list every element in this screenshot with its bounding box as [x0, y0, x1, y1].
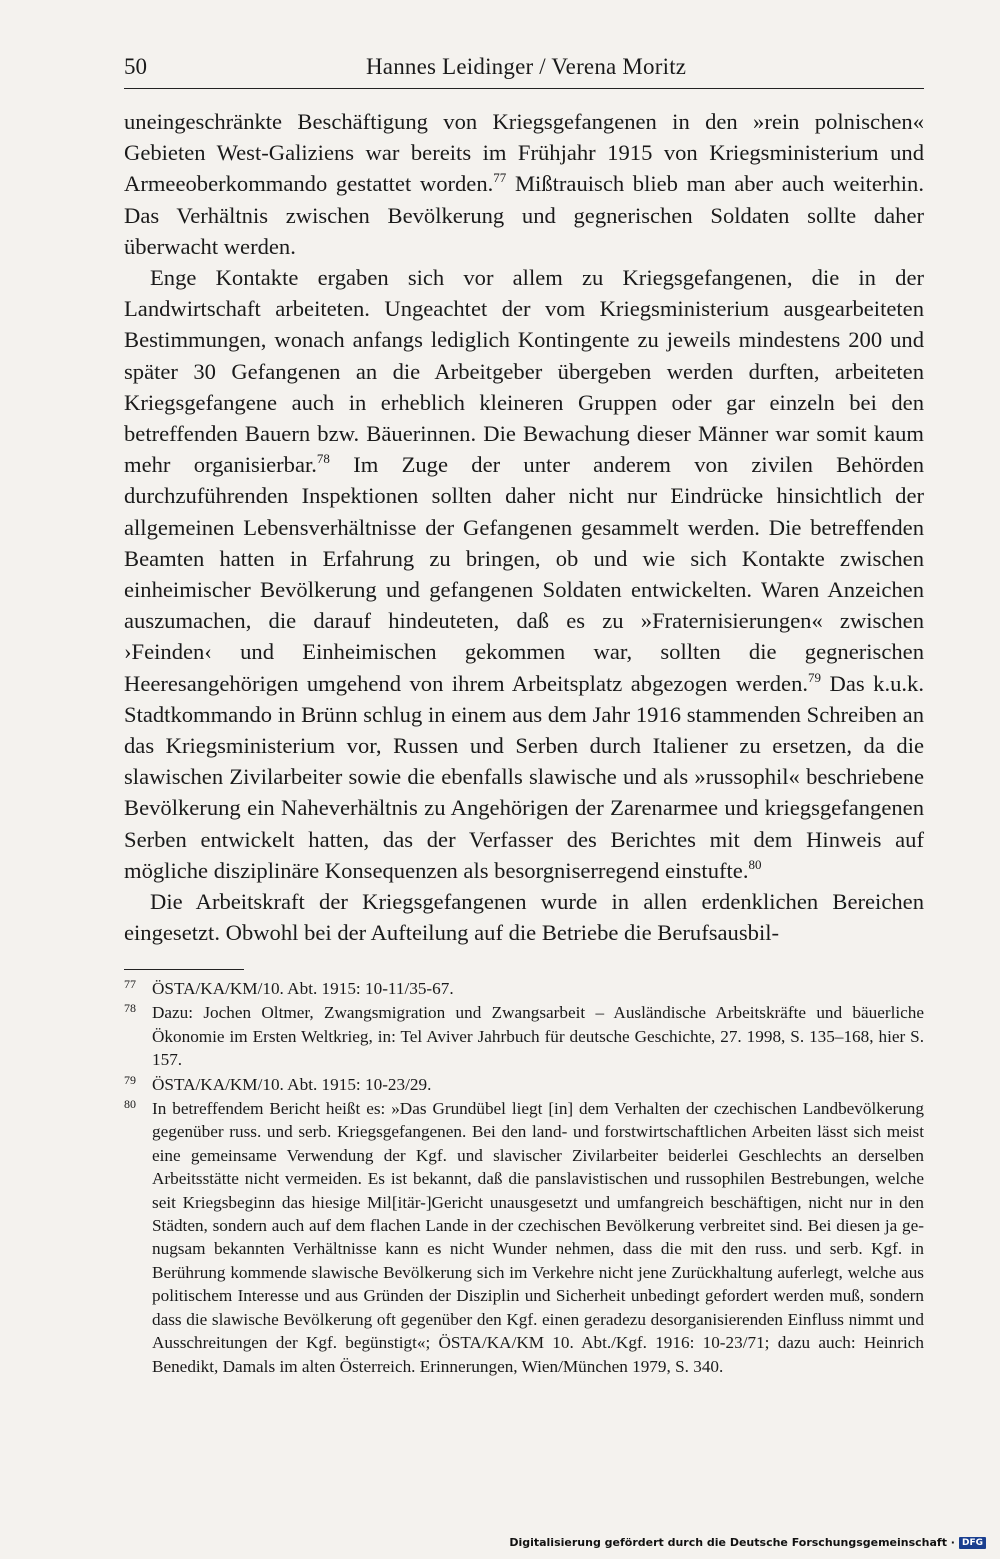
- paragraph-2-text-b: Im Zuge der unter anderem von zivilen Behörden durchzuführenden Inspektionen sollten daher nicht nur Eindrücke hinsichtlich der allgemeinen Lebensverhältnisse der Gefangenen gesammelt werden. Die betreffenden Beamten hatten in Erfahrung zu bringen, ob und wie sich Kontakte zwischen einheimischer Bevölkerung und gefangenen Soldaten entwickelten. Waren Anzeichen auszumachen, die darauf hindeuteten, daß es zu »Fraternisierungen« zwischen ›Feinden‹ und Einheimischen gekommen war, sollten die gegnerischen Heeresangehörigen umgehend von ihrem Arbeitsplatz abgezogen werden.: [124, 452, 924, 696]
- footnote-number: 78: [124, 1001, 136, 1016]
- page-header: [124, 52, 924, 89]
- footnote-ref-79: 79: [808, 669, 822, 685]
- footnote-77: [124, 977, 924, 1000]
- paragraph-2: [124, 262, 924, 886]
- credit-text: Digitalisierung gefördert durch die Deutsche Forschungsgemeinschaft ·: [509, 1536, 955, 1549]
- footnote-text: ÖSTA/KA/KM/10. Abt. 1915: 10-23/29.: [152, 1074, 432, 1094]
- dfg-logo-icon: DFG: [959, 1537, 986, 1549]
- footnote-80: [124, 1097, 924, 1378]
- footnote-text: In betreffendem Bericht heißt es: »Das Grundübel liegt [in] dem Verhalten der czechischen Landbevölkerung gegenüber russ. und serb. Kriegsgefangenen. Bei den land- und forstwirtschaftlichen Arbeiten lässt sich meist eine gemeinsame Verwendung der Kgf. und slavischer Zivilarbeiter beiderlei Geschlechts an derselben Arbeitsstätte nicht vermeiden. Es ist bekannt, daß die panslavistischen und russophilen Bestrebungen, welche seit Kriegsbeginn das hiesige Mil[itär-]Gericht unausgesetzt und umfangreich beschäftigen, nicht nur in den Städten, sondern auch auf dem flachen Lande in der czechischen Bevölkerung verbreitet sind. Bei diesen ja genugsam bekannten Verhältnisse kann es nicht Wunder nehmen, dass die mit den russ. und serb. Kgf. in Berührung kommende slawische Bevölkerung sich im Verkehre nicht jene Zurückhaltung auferlegt, welche aus politischem Interesse und aus Gründen der Disziplin und Sicherheit unbedingt gefordert werden muß, sondern dass die slawische Bevölkerung oft gegenüber den Kgf. einen geradezu desorganisierenden Einfluss nimmt und Ausschreitungen der Kgf. begünstigt«; ÖSTA/KA/KM 10. Abt./Kgf. 1916: 10-23/71; dazu auch: Heinrich Benedikt, Damals im alten Österreich. Erinnerungen, Wien/München 1979, S. 340.: [152, 1099, 924, 1376]
- footnote-text: ÖSTA/KA/KM/10. Abt. 1915: 10-11/35-67.: [152, 979, 454, 998]
- body-text: [124, 106, 924, 948]
- paragraph-3: Die Arbeitskraft der Kriegsgefangenen wurde in allen erdenklichen Bereichen eingesetzt. Obwohl bei der Aufteilung auf die Betriebe die Berufsausbil-: [124, 889, 924, 946]
- footnote-ref-80: 80: [748, 856, 762, 872]
- footnote-79: [124, 1073, 924, 1096]
- paragraph-2-text-c: Das k.u.k. Stadtkommando in Brünn schlug in einem aus dem Jahr 1916 stammenden Schreiben an das Kriegsministerium vor, Russen und Serben durch Italiener zu ersetzen, da die slawischen Zivilarbeiter sowie die ebenfalls slawische und als »russophil« beschriebene Bevölkerung ein Naheverhältnis zu Angehörigen der Zarenarmee und kriegsgefangenen Serben entwickelt hatten, das der Verfasser des Berichtes mit dem Hinweis auf mögliche disziplinäre Konsequenzen als besorgniserregend einstufte.: [124, 670, 924, 883]
- paragraph-1-text-b: Mißtrauisch blieb man aber auch weiterhin. Das Verhältnis zwischen Bevölkerung und gegnerischen Soldaten sollte daher überwacht werden.: [124, 171, 925, 259]
- footnote-78: [124, 1001, 924, 1071]
- footnote-number: 80: [124, 1097, 136, 1112]
- page-number: 50: [124, 54, 147, 79]
- running-head: Hannes Leidinger / Verena Moritz: [366, 54, 687, 79]
- footnotes: [124, 977, 924, 1379]
- paragraph-2-text-a: Enge Kontakte ergaben sich vor allem zu Kriegsgefangenen, die in der Landwirtschaft arbeiteten. Ungeachtet der vom Kriegsministerium ausgearbeiteten Bestimmungen, wonach anfangs lediglich Kontingente zu jeweils mindestens 200 und später 30 Gefangenen an die Arbeitgeber übergeben werden durften, arbeiteten Kriegsgefangene auch in erheblich kleineren Gruppen oder gar einzeln bei den betreffenden Bauern bzw. Bäuerinnen. Die Bewachung dieser Männer war somit kaum mehr organisierbar.: [124, 265, 924, 478]
- footnote-separator: [124, 969, 244, 970]
- footnote-ref-78: 78: [316, 451, 330, 467]
- paragraph-1-text-a: uneingeschränkte Beschäftigung von Kriegsgefangenen in den »rein polnischen« Gebieten West-Galiziens war bereits im Frühjahr 1915 von Kriegsministerium und Armeeoberkommando gestattet worden.: [124, 109, 924, 197]
- footnote-number: 79: [124, 1072, 136, 1087]
- footnote-number: 77: [124, 977, 136, 991]
- footnote-ref-77: 77: [493, 170, 507, 186]
- digitization-credit: [509, 1536, 986, 1549]
- footnote-text: Dazu: Jochen Oltmer, Zwangsmigration und Zwangsarbeit – Ausländische Arbeitskräfte und bäuerliche Ökonomie im Ersten Weltkrieg, in: Tel Aviver Jahrbuch für deutsche Geschichte, 27. 1998, S. 135–168, hier S. 157.: [152, 1003, 924, 1070]
- paragraph-1: [124, 106, 924, 262]
